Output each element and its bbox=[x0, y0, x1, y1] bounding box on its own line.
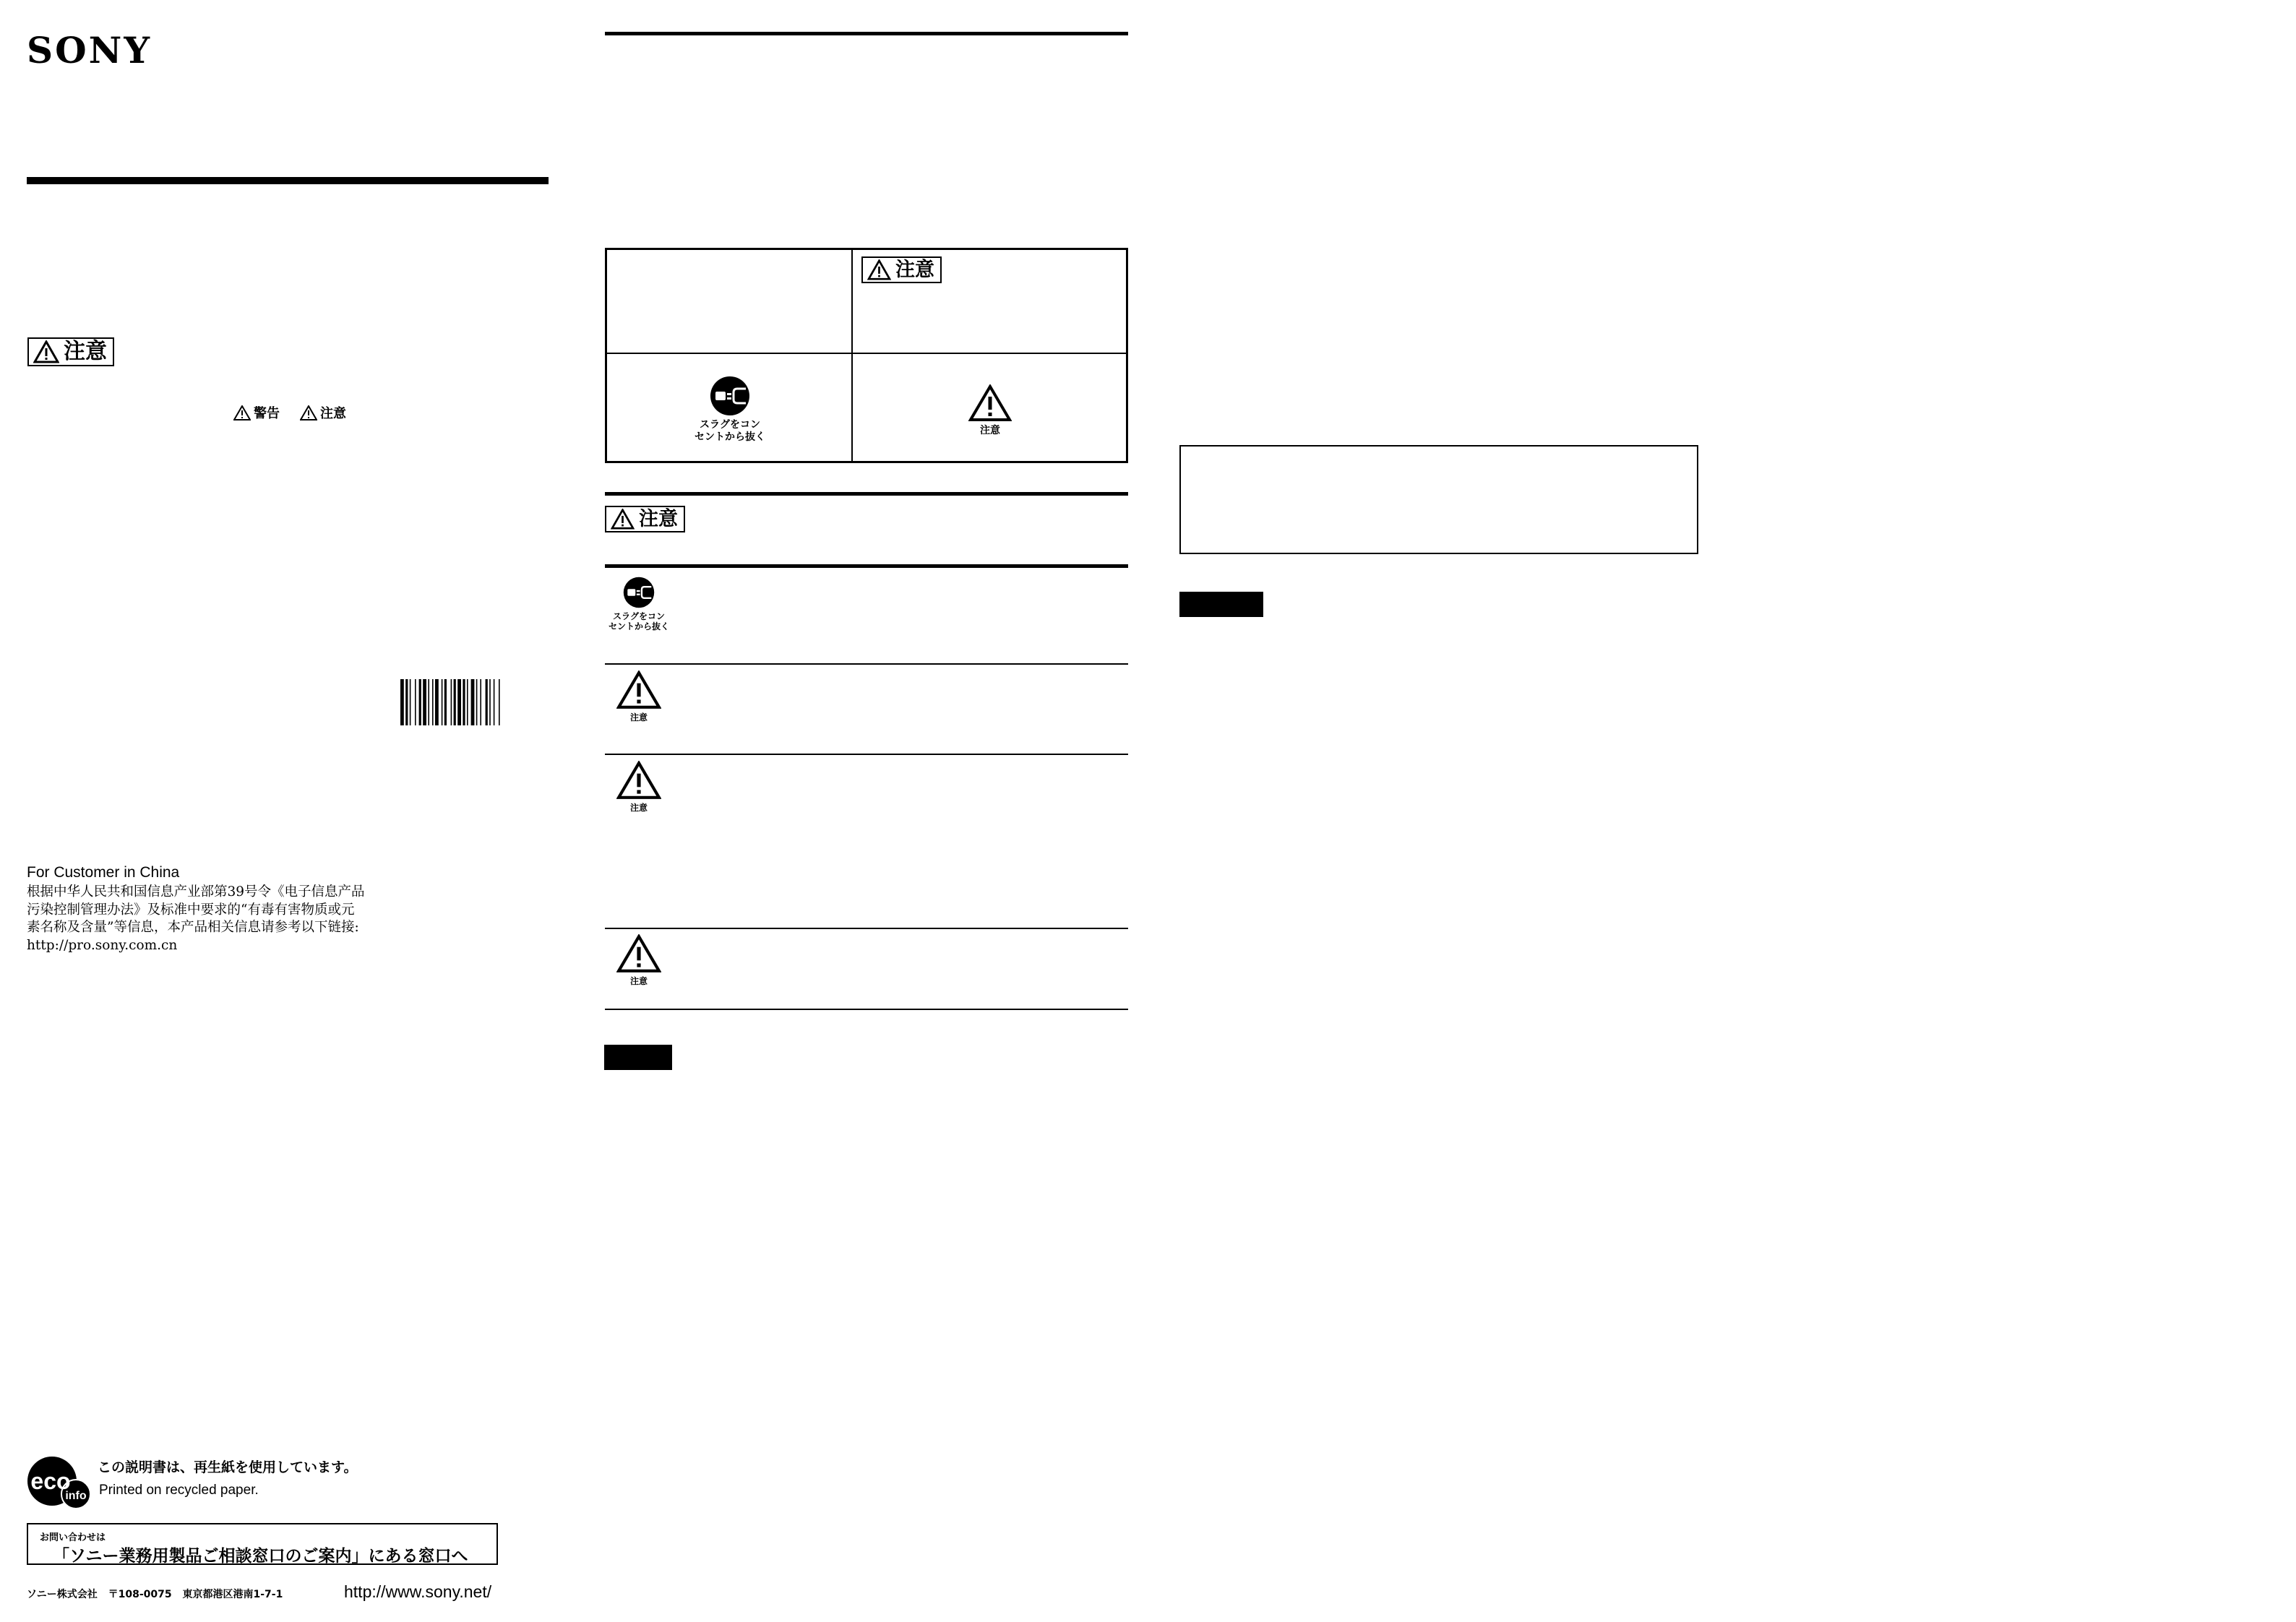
sony-url-link[interactable]: http://www.sony.net/ bbox=[344, 1582, 492, 1601]
warning-legend bbox=[233, 403, 346, 422]
caution-triangle-icon bbox=[968, 384, 1012, 422]
caution-label: 注意 bbox=[64, 339, 107, 364]
caution-triangle-icon bbox=[33, 340, 59, 363]
caution-badge bbox=[861, 256, 942, 283]
table-divider bbox=[607, 353, 1126, 354]
unplug-label: スラグをコン セントから抜く bbox=[695, 419, 765, 443]
section-rule bbox=[605, 32, 1128, 35]
company-postal: 〒108-0075 bbox=[108, 1589, 172, 1600]
row-divider bbox=[605, 663, 1128, 665]
china-heading: For Customer in China bbox=[27, 864, 180, 881]
notice-box bbox=[1179, 445, 1698, 554]
caution-badge bbox=[27, 337, 114, 366]
unplug-pictogram bbox=[650, 376, 809, 444]
caution-pictogram bbox=[603, 934, 675, 986]
legend-caution bbox=[300, 403, 346, 422]
caution-triangle-icon bbox=[616, 761, 661, 800]
table-divider bbox=[851, 250, 853, 461]
unplug-icon bbox=[623, 577, 655, 608]
caution-pictogram-label: 注意 bbox=[629, 976, 648, 986]
section-rule bbox=[605, 492, 1128, 496]
caution-triangle-icon bbox=[867, 259, 891, 280]
caution-pictogram-label: 注意 bbox=[980, 425, 1000, 436]
company-info bbox=[27, 1587, 290, 1601]
legend-warning bbox=[233, 403, 280, 422]
contact-box bbox=[27, 1523, 498, 1565]
caution-pictogram bbox=[603, 761, 675, 813]
pictogram-table bbox=[605, 248, 1128, 463]
caution-triangle-icon bbox=[616, 934, 661, 973]
eco-mark-text: eco bbox=[30, 1468, 71, 1494]
title-rule bbox=[27, 177, 549, 184]
china-notice bbox=[27, 864, 431, 954]
caution-pictogram-label: 注意 bbox=[629, 712, 648, 722]
caution-pictogram bbox=[603, 670, 675, 722]
caution-label: 注意 bbox=[639, 508, 678, 530]
eco-en-text: Printed on recycled paper. bbox=[99, 1483, 259, 1498]
section-rule bbox=[605, 564, 1128, 568]
warning-triangle-icon bbox=[233, 405, 251, 420]
caution-label: 注意 bbox=[895, 259, 934, 281]
china-body: 根据中华人民共和国信息产业部第39号令《电子信息产品 污染控制管理办法》及标准中要求的“有毒有害物质或元 素名称及含量”等信息，本产品相关信息请参考以下链接: http://pro.sony.com.cn bbox=[27, 884, 365, 953]
caution-pictogram-label: 注意 bbox=[629, 803, 648, 813]
unplug-pictogram bbox=[603, 577, 675, 631]
caution-triangle-icon bbox=[611, 509, 635, 530]
section-tab bbox=[604, 1045, 672, 1070]
row-divider bbox=[605, 1009, 1128, 1010]
contact-main-text: 「ソニー業務用製品ご相談窓口のご案内」にある窓口へ bbox=[53, 1547, 468, 1566]
caution-triangle-icon bbox=[616, 670, 661, 709]
section-tab bbox=[1179, 592, 1263, 617]
eco-info-logo bbox=[27, 1456, 93, 1509]
eco-jp-text: この説明書は、再生紙を使用しています。 bbox=[98, 1459, 358, 1475]
contact-small-text: お問い合わせは bbox=[40, 1532, 106, 1543]
row-divider bbox=[605, 928, 1128, 929]
company-name: ソニー株式会社 bbox=[27, 1589, 98, 1600]
legend-warning-label: 警告 bbox=[254, 406, 280, 421]
barcode-icon bbox=[400, 679, 530, 725]
unplug-icon bbox=[710, 376, 750, 416]
caution-badge bbox=[605, 506, 685, 532]
eco-sub-text: info bbox=[65, 1490, 87, 1502]
caution-pictogram bbox=[925, 384, 1055, 437]
caution-triangle-icon bbox=[300, 405, 317, 420]
unplug-label: スラグをコン セントから抜く bbox=[608, 611, 669, 631]
row-divider bbox=[605, 754, 1128, 755]
sony-logo: SONY bbox=[27, 29, 152, 72]
legend-caution-label: 注意 bbox=[320, 406, 346, 421]
company-address: 東京都港区港南1-7-1 bbox=[182, 1589, 283, 1600]
